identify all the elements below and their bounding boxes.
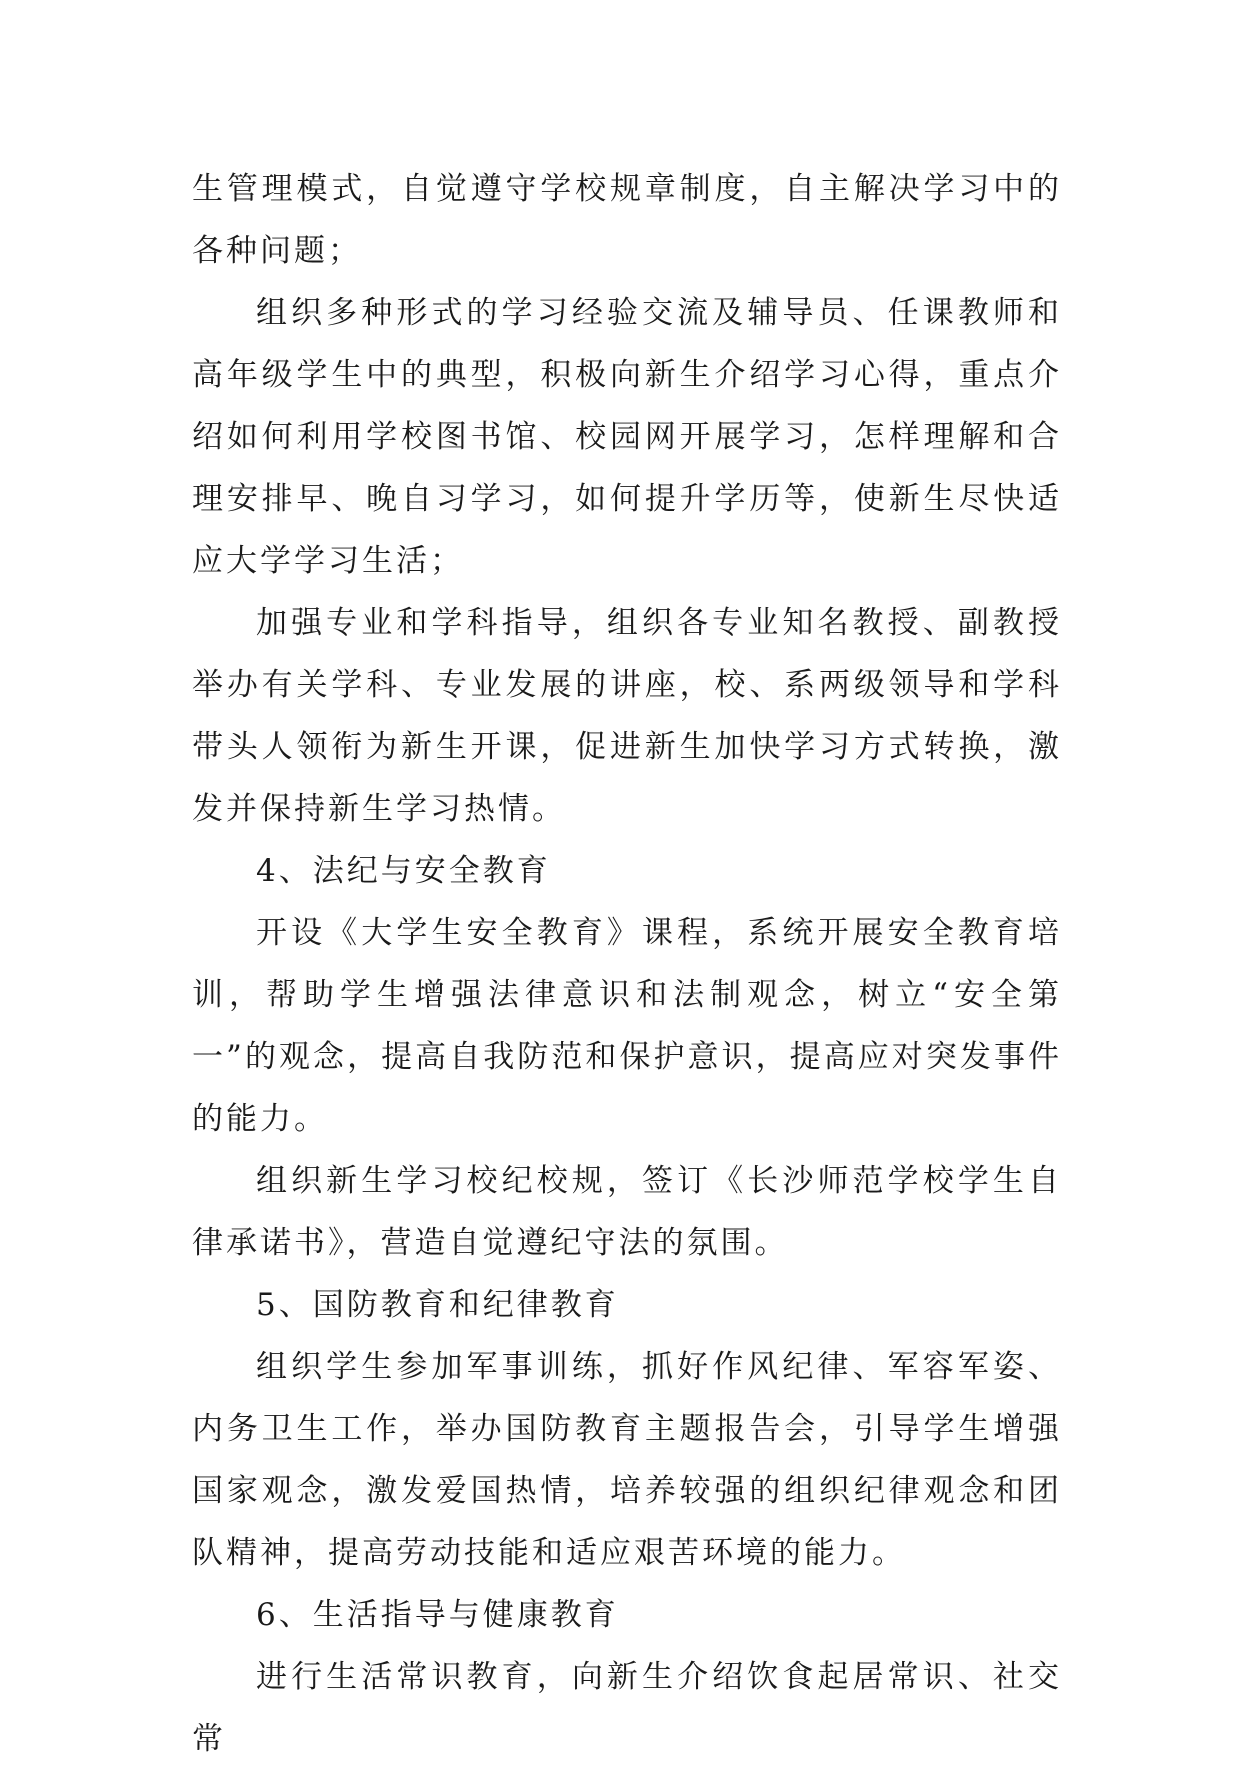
paragraph-military-training: 组织学生参加军事训练，抓好作风纪律、军容军姿、内务卫生工作，举办国防教育主题报告会，引导学生增强国家观念，激发爱国热情，培养较强的组织纪律观念和团队精神，提高劳动技能和适应艰苦环境的能力。 bbox=[192, 1349, 1062, 1571]
paragraph-study-exchange: 组织多种形式的学习经验交流及辅导员、任课教师和高年级学生中的典型，积极向新生介绍学习心得，重点介绍如何利用学校图书馆、校园网开展学习，怎样理解和合理安排早、晚自习学习，如何提升学历等，使新生尽快适应大学学习生活； bbox=[192, 295, 1062, 579]
section-heading-law-safety: 4、法纪与安全教育 bbox=[256, 853, 551, 889]
section-heading-life-health: 6、生活指导与健康教育 bbox=[256, 1597, 619, 1633]
paragraph-safety-course: 开设《大学生安全教育》课程，系统开展安全教育培训，帮助学生增强法律意识和法制观念，树立“安全第一”的观念，提高自我防范和保护意识，提高应对突发事件的能力。 bbox=[192, 915, 1062, 1137]
paragraph-subject-guidance: 加强专业和学科指导，组织各专业知名教授、副教授举办有关学科、专业发展的讲座，校、系两级领导和学科带头人领衔为新生开课，促进新生加快学习方式转换，激发并保持新生学习热情。 bbox=[192, 605, 1062, 827]
document-body bbox=[192, 158, 1062, 1770]
section-heading-defense-discipline: 5、国防教育和纪律教育 bbox=[256, 1287, 619, 1323]
paragraph-study-management: 生管理模式，自觉遵守学校规章制度，自主解决学习中的各种问题； bbox=[192, 171, 1062, 269]
paragraph-school-rules: 组织新生学习校纪校规，签订《长沙师范学校学生自律承诺书》，营造自觉遵纪守法的氛围。 bbox=[192, 1163, 1062, 1261]
paragraph-life-knowledge: 进行生活常识教育，向新生介绍饮食起居常识、社交常 bbox=[192, 1659, 1062, 1757]
